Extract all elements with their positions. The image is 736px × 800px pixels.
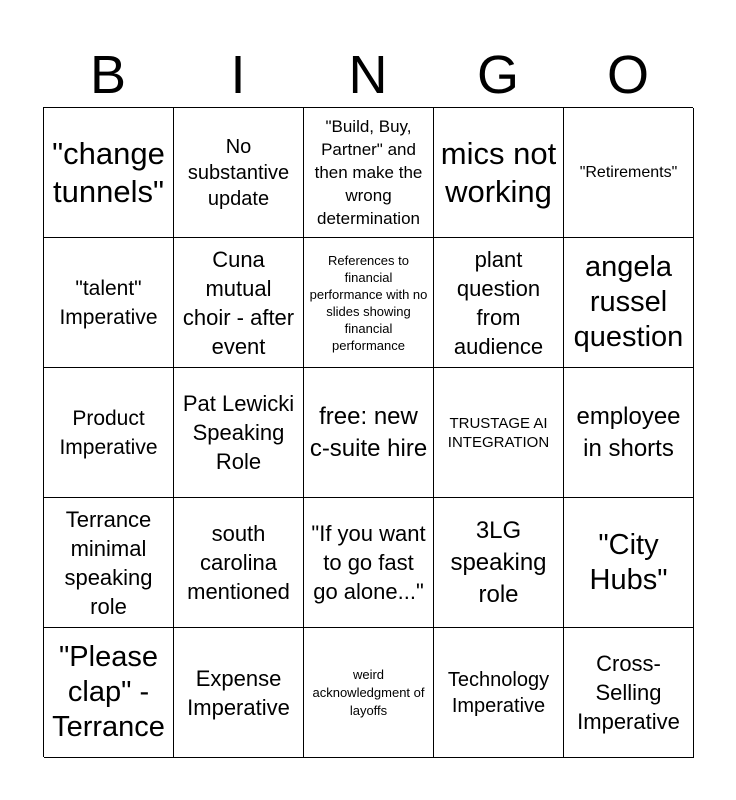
bingo-cell[interactable] <box>44 368 174 498</box>
bingo-cell-text: Terrance minimal speaking role <box>64 506 153 619</box>
bingo-cell-text: Cuna mutual choir - after event <box>182 246 295 359</box>
bingo-cell[interactable] <box>564 628 694 758</box>
bingo-cell-text: References to financial performance with no slides showing financial performance <box>309 252 428 353</box>
bingo-cell-text: "change tunnels" <box>52 135 165 209</box>
bingo-cell-text: 3LG speaking role <box>450 516 547 608</box>
bingo-cell[interactable] <box>44 238 174 368</box>
header-letter-b: B <box>89 45 127 105</box>
bingo-cell[interactable] <box>434 368 564 498</box>
header-letter-n: N <box>348 45 388 105</box>
bingo-cell[interactable] <box>44 498 174 628</box>
bingo-cell[interactable] <box>564 498 694 628</box>
bingo-cell-text: "talent" Imperative <box>59 276 158 329</box>
bingo-cell-text: "Please clap" - Terrance <box>52 641 165 743</box>
bingo-cell-text: free: new c-suite hire <box>309 402 428 462</box>
bingo-cell-text: south carolina mentioned <box>187 521 290 604</box>
bingo-cell[interactable] <box>174 628 304 758</box>
bingo-cell-text: weird acknowledgment of layoffs <box>312 666 425 718</box>
bingo-cell-text: Expense Imperative <box>187 665 290 720</box>
bingo-cell-text: No substantive update <box>187 135 290 210</box>
header-letter-o: O <box>606 45 649 105</box>
bingo-cell-text: TRUSTAGE AI INTEGRATION <box>447 414 550 451</box>
bingo-cell[interactable] <box>304 238 434 368</box>
bingo-cell[interactable] <box>304 108 434 238</box>
bingo-cell[interactable] <box>564 108 694 238</box>
bingo-cell[interactable] <box>174 498 304 628</box>
bingo-cell-text: Technology Imperative <box>447 668 550 717</box>
bingo-cell[interactable] <box>564 368 694 498</box>
bingo-cell-text: "Build, Buy, Partner" and then make the wrong determination <box>314 117 423 228</box>
bingo-cell-text: Product Imperative <box>59 406 158 459</box>
bingo-cell[interactable] <box>434 628 564 758</box>
bingo-cell-text: plant question from audience <box>453 246 544 359</box>
bingo-cell[interactable] <box>174 238 304 368</box>
bingo-cell[interactable] <box>44 628 174 758</box>
bingo-header <box>43 42 693 108</box>
bingo-cell[interactable] <box>304 628 434 758</box>
bingo-cell[interactable] <box>174 108 304 238</box>
header-letter-g: G <box>476 45 519 105</box>
bingo-cell[interactable] <box>304 368 434 498</box>
bingo-cell-text: angela russel question <box>573 251 684 353</box>
bingo-cell[interactable] <box>434 238 564 368</box>
bingo-cell-text: employee in shorts <box>576 402 681 462</box>
bingo-cell-text: "Retirements" <box>579 163 678 181</box>
bingo-cell-text: "City Hubs" <box>589 528 668 596</box>
bingo-cell[interactable] <box>434 108 564 238</box>
bingo-cell-text: mics not working <box>440 135 557 209</box>
bingo-cell-text: Pat Lewicki Speaking Role <box>182 391 295 474</box>
bingo-cell[interactable] <box>304 498 434 628</box>
bingo-cell[interactable] <box>434 498 564 628</box>
bingo-cell[interactable] <box>564 238 694 368</box>
bingo-cell-text: Cross-Selling Imperative <box>577 651 680 734</box>
bingo-cell[interactable] <box>174 368 304 498</box>
header-letter-i: I <box>230 45 246 105</box>
bingo-cell-text: "If you want to go fast go alone..." <box>311 521 426 604</box>
bingo-card-grid <box>43 107 693 757</box>
bingo-cell[interactable] <box>44 108 174 238</box>
